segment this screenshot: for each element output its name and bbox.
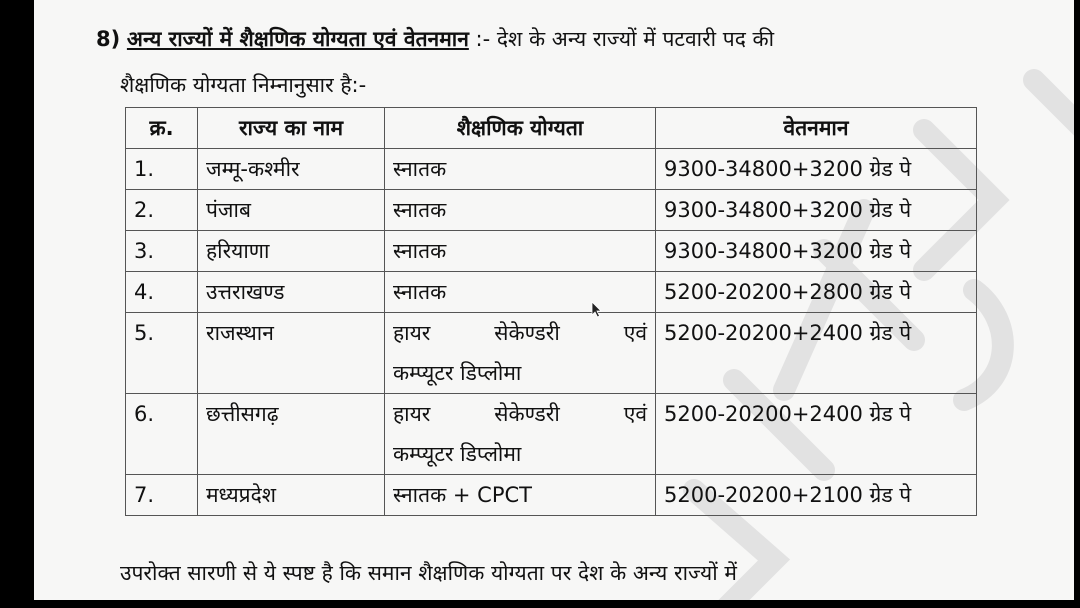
- cell-payscale: 5200-20200+2400 ग्रेड पे: [656, 394, 977, 475]
- table-row: [126, 231, 977, 272]
- cell-state: उत्तराखण्ड: [198, 272, 385, 313]
- cell-state: जम्मू-कश्मीर: [198, 149, 385, 190]
- cell-qualification: स्नातक + CPCT: [385, 475, 656, 516]
- cell-state: छत्तीसगढ़: [198, 394, 385, 475]
- qualification-line-2: कम्प्यूटर डिप्लोमा: [393, 442, 522, 466]
- cell-qualification: [385, 313, 656, 394]
- footer-paragraph: उपरोक्त सारणी से ये स्पष्ट है कि समान शैक्षणिक योग्यता पर देश के अन्य राज्यों में: [120, 561, 737, 585]
- cell-state: हरियाणा: [198, 231, 385, 272]
- qualification-table: [125, 107, 977, 516]
- cell-sno: 2.: [126, 190, 198, 231]
- qualification-word: एवं: [623, 402, 647, 426]
- table-row: [126, 313, 977, 394]
- cell-sno: 7.: [126, 475, 198, 516]
- table-row: [126, 149, 977, 190]
- header-state: राज्य का नाम: [198, 108, 385, 149]
- cell-payscale: 9300-34800+3200 ग्रेड पे: [656, 231, 977, 272]
- mouse-pointer-icon: [591, 301, 603, 319]
- qualification-line-1: [393, 394, 647, 434]
- table-row: [126, 394, 977, 475]
- cell-state: राजस्थान: [198, 313, 385, 394]
- cell-state: पंजाब: [198, 190, 385, 231]
- cell-qualification: [385, 394, 656, 475]
- qualification-word: हायर: [393, 402, 431, 426]
- cell-payscale: 5200-20200+2100 ग्रेड पे: [656, 475, 977, 516]
- section-heading: [96, 24, 774, 54]
- table-row: [126, 272, 977, 313]
- cell-payscale: 9300-34800+3200 ग्रेड पे: [656, 149, 977, 190]
- cell-payscale: 5200-20200+2800 ग्रेड पे: [656, 272, 977, 313]
- qualification-word: एवं: [623, 321, 647, 345]
- qualification-word: हायर: [393, 321, 431, 345]
- table-row: [126, 190, 977, 231]
- section-intro: :- देश के अन्य राज्यों में पटवारी पद की: [475, 27, 775, 51]
- section-subline: शैक्षणिक योग्यता निम्नानुसार है:-: [120, 73, 367, 97]
- cell-qualification: स्नातक: [385, 231, 656, 272]
- cell-sno: 6.: [126, 394, 198, 475]
- qualification-word: सेकेण्डरी: [494, 402, 560, 426]
- cell-sno: 5.: [126, 313, 198, 394]
- table-header-row: [126, 108, 977, 149]
- document-page: [34, 0, 1074, 600]
- header-qualification: शैक्षणिक योग्यता: [385, 108, 656, 149]
- cell-state: मध्यप्रदेश: [198, 475, 385, 516]
- qualification-word: सेकेण्डरी: [494, 321, 560, 345]
- table-row: [126, 475, 977, 516]
- header-sno: क्र.: [126, 108, 198, 149]
- section-title: अन्य राज्यों में शैक्षणिक योग्यता एवं वेतनमान: [126, 27, 469, 51]
- cell-qualification: स्नातक: [385, 149, 656, 190]
- section-number: 8): [96, 27, 121, 51]
- cell-payscale: 9300-34800+3200 ग्रेड पे: [656, 190, 977, 231]
- cell-sno: 1.: [126, 149, 198, 190]
- qualification-line-2: कम्प्यूटर डिप्लोमा: [393, 361, 522, 385]
- cell-sno: 4.: [126, 272, 198, 313]
- cell-sno: 3.: [126, 231, 198, 272]
- cell-qualification: स्नातक: [385, 272, 656, 313]
- qualification-line-1: [393, 313, 647, 353]
- cell-payscale: 5200-20200+2400 ग्रेड पे: [656, 313, 977, 394]
- cell-qualification: स्नातक: [385, 190, 656, 231]
- header-payscale: वेतनमान: [656, 108, 977, 149]
